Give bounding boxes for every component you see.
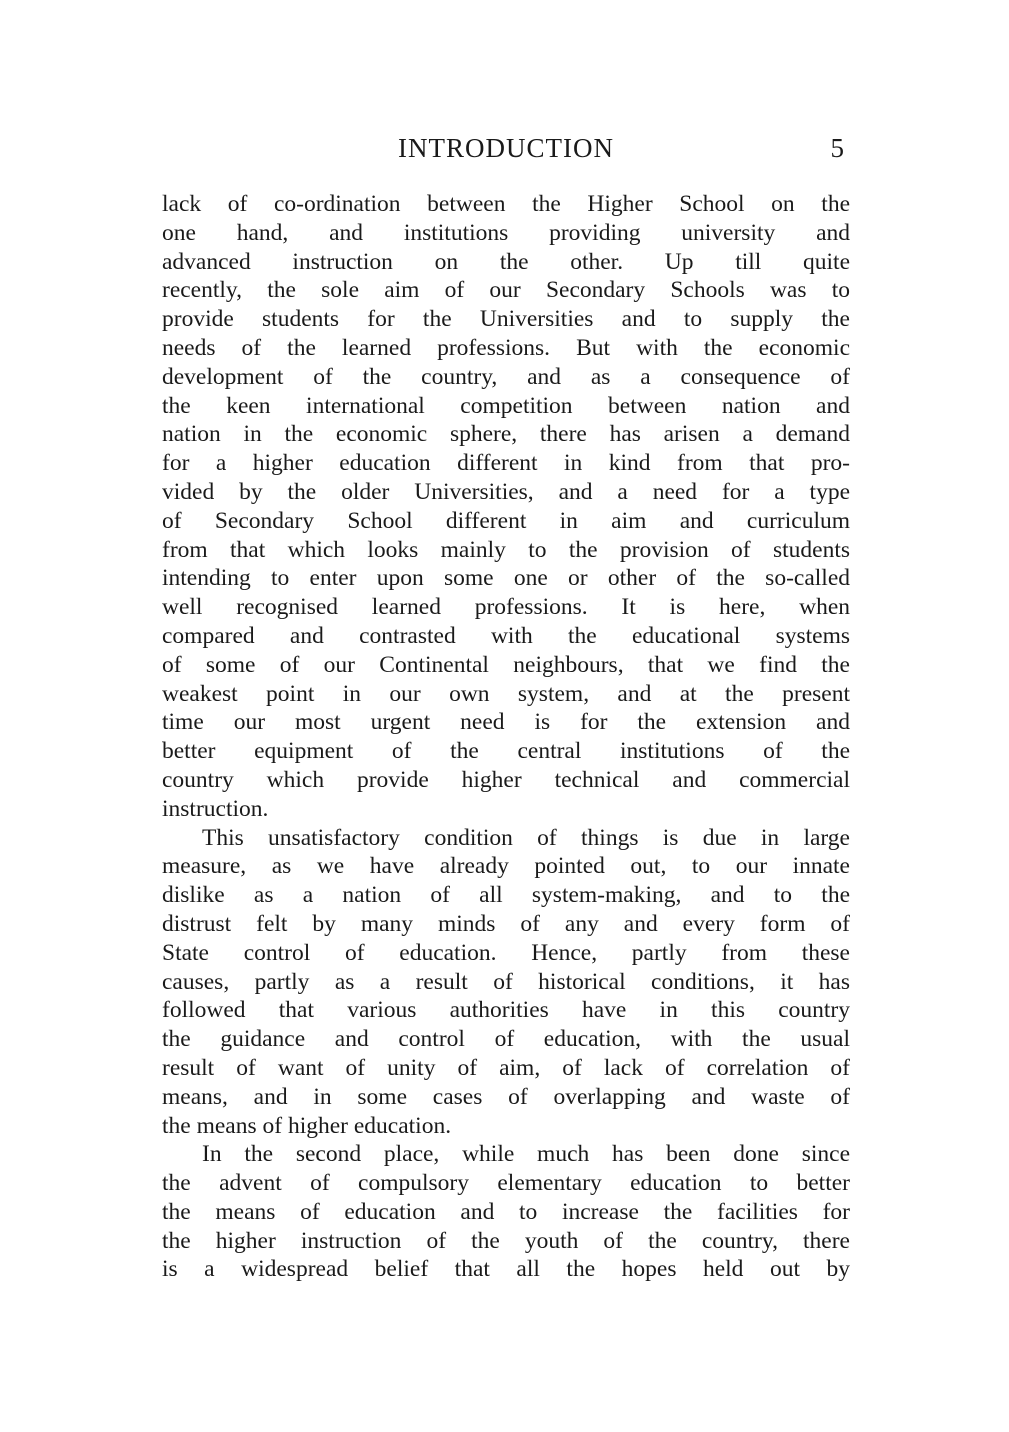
text-line: dislike as a nation of all system-making, and to the (162, 882, 850, 909)
text-line: one hand, and institutions providing university and (162, 219, 850, 246)
chapter-title: INTRODUCTION (398, 133, 614, 163)
text-line: followed that various authorities have in this country (162, 997, 850, 1024)
paragraph-1 (162, 190, 850, 824)
text-line: better equipment of the central institutions of the (162, 738, 850, 765)
text-line: the means of education and to increase the facilities for (162, 1198, 850, 1225)
text-line: causes, partly as a result of historical conditions, it has (162, 968, 850, 995)
paragraph-2 (162, 824, 850, 1141)
text-line: country which provide higher technical and commercial (162, 766, 850, 793)
text-line: the advent of compulsory elementary education to better (162, 1170, 850, 1197)
text-line: compared and contrasted with the educational systems (162, 622, 850, 649)
text-line: means, and in some cases of overlapping and waste of (162, 1083, 850, 1110)
body-text (162, 190, 850, 1284)
text-line: the keen international competition between nation and (162, 392, 850, 419)
text-line: advanced instruction on the other. Up till quite (162, 248, 850, 275)
paragraph-3 (162, 1140, 850, 1284)
text-line: vided by the older Universities, and a need for a type (162, 478, 850, 505)
text-line: distrust felt by many minds of any and every form of (162, 910, 850, 937)
text-line: the means of higher education. (162, 1112, 452, 1139)
text-line: recently, the sole aim of our Secondary Schools was to (162, 277, 850, 304)
text-line: for a higher education different in kind from that pro- (162, 450, 850, 477)
text-line: instruction. (162, 795, 269, 822)
text-line: intending to enter upon some one or other of the so-called (162, 565, 850, 592)
text-line: time our most urgent need is for the extension and (162, 709, 850, 736)
text-line: well recognised learned professions. It is here, when (162, 594, 850, 621)
text-line: lack of co-ordination between the Higher School on the (162, 191, 850, 217)
page-number: 5 (830, 133, 844, 163)
text-line: weakest point in our own system, and at the present (162, 680, 850, 707)
text-line: development of the country, and as a consequence of (162, 363, 850, 390)
text-line: provide students for the Universities and to supply the (162, 306, 850, 333)
text-line: from that which looks mainly to the provision of students (162, 536, 850, 563)
text-line: the guidance and control of education, with the usual (162, 1026, 850, 1053)
text-line: measure, as we have already pointed out, to our innate (162, 853, 850, 880)
text-line: In the second place, while much has been done since (202, 1141, 850, 1168)
text-line: needs of the learned professions. But with the economic (162, 334, 850, 361)
text-line: nation in the economic sphere, there has arisen a demand (162, 421, 850, 448)
text-line: This unsatisfactory condition of things is due in large (202, 824, 850, 851)
text-line: of Secondary School different in aim and curriculum (162, 507, 850, 534)
text-line: is a widespread belief that all the hopes held out by (162, 1256, 850, 1283)
running-head (162, 133, 850, 169)
text-line: result of want of unity of aim, of lack of correlation of (162, 1054, 850, 1081)
text-line: of some of our Continental neighbours, that we find the (162, 651, 850, 678)
text-line: State control of education. Hence, partly from these (162, 939, 850, 966)
text-line: the higher instruction of the youth of the country, there (162, 1227, 850, 1254)
